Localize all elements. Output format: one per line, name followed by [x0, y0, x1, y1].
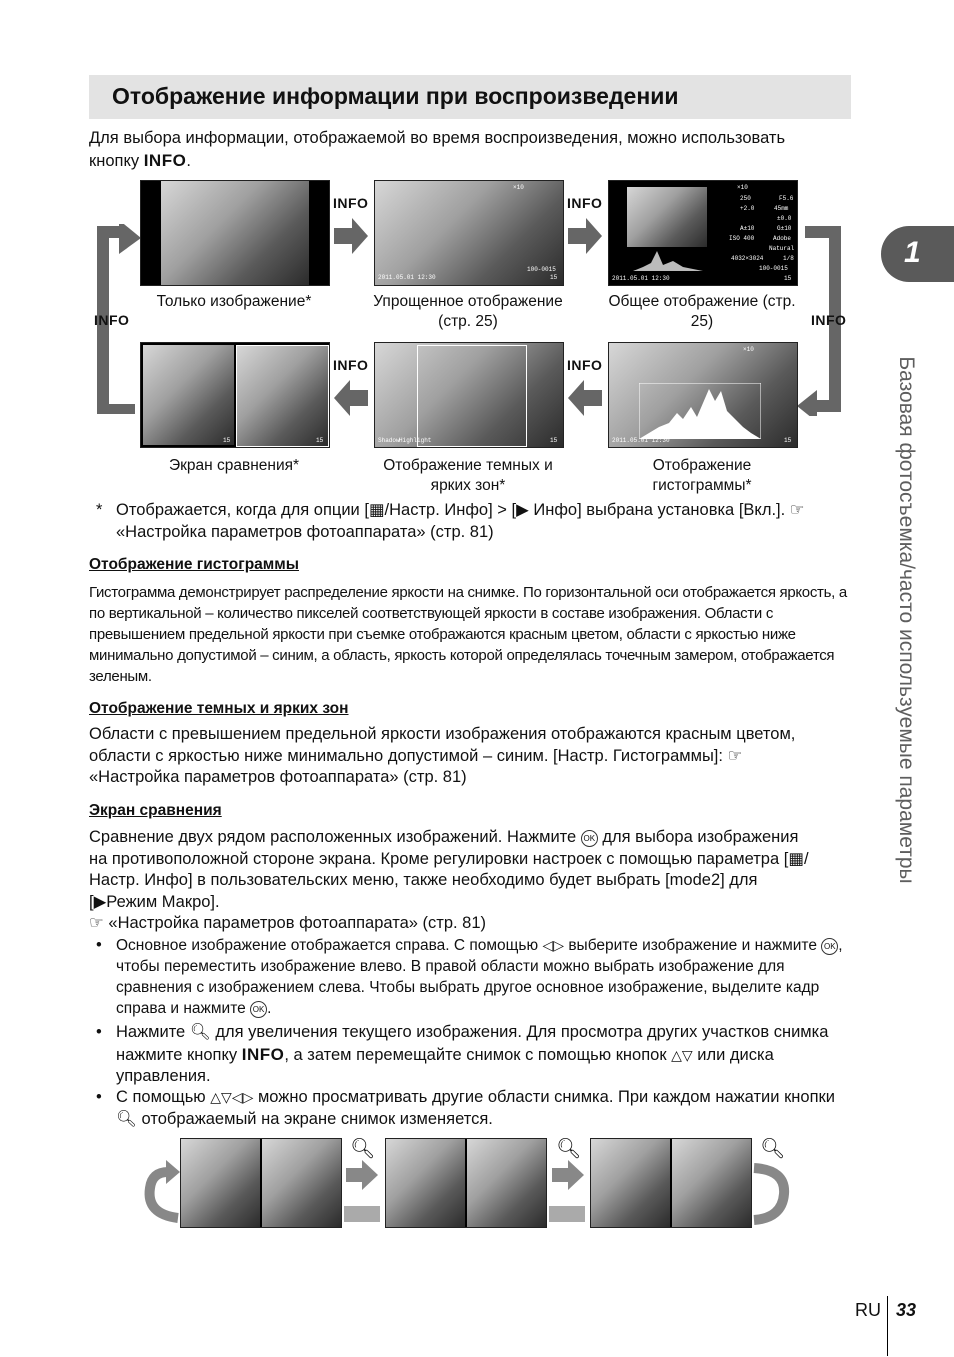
ok-button-icon: OK	[581, 830, 598, 847]
footnote: Отображается, когда для опции [▦/Настр. Инфо] > [▶ Инфо] выбрана установка [Вкл.]. ☞ «Настройка параметров фотоаппарата» (стр. 81)	[116, 501, 805, 541]
connector-bar	[344, 1206, 380, 1222]
footnote-star: *	[96, 501, 103, 519]
screen-shadow-highlight: Shadow Highlight 15	[374, 342, 564, 448]
zoom-icon: 🔍︎	[189, 1023, 211, 1041]
bullet: •	[96, 936, 102, 954]
intro-text: Для выбора информации, отображаемой во время воспроизведения, можно использовать кнопку	[89, 129, 786, 170]
connector-bar	[549, 1206, 585, 1222]
bullet-3: С помощью △▽◁▷ можно просматривать другие области снимка. При каждом нажатии кнопки 🔍︎ отображаемый на экране снимок изменяется.	[116, 1088, 835, 1128]
zoom-icon: 🔍︎	[760, 1138, 786, 1160]
zoom-step-3	[590, 1138, 752, 1228]
footer-divider	[887, 1296, 888, 1356]
play-icon: ▶	[93, 892, 107, 911]
screen-simplified: 2011.05.01 12:30 15 100-0015 ×10	[374, 180, 564, 286]
zones-text: Области с превышением предельной яркости изображения отображаются красным цветом, области с яркостью ниже минимально допустимой – синим. [Настр. Гистограммы]: ☞ «Настройка параметров фотоаппарата» (стр. 81)	[89, 725, 796, 786]
caption-simplified: Упрощенное отображение (стр. 25)	[373, 293, 563, 330]
page-number: 33	[896, 1300, 917, 1320]
bullet: •	[96, 1023, 102, 1041]
zoom-step-1	[180, 1138, 342, 1228]
arrow-right-icon	[334, 216, 370, 256]
info-label: INFO	[567, 195, 603, 211]
bullet-1: Основное изображение отображается справа. С помощью ◁▷ выберите изображение и нажмите OK , чтобы переместить изображение влево. В правой области можно выбрать изображение для сравнения с изображением слева. Чтобы выбрать другое основное изображение, выделите кадр справа и нажмите OK .	[116, 937, 843, 1017]
arrow-left-icon	[334, 378, 370, 418]
histogram-graph	[639, 383, 761, 439]
bullet-2: Нажмите 🔍︎ для увеличения текущего изображения. Для просмотра других участков снимка нажмите кнопку INFO, а затем перемещайте снимок с помощью кнопок △▽ или диска управления.	[116, 1023, 829, 1085]
zoom-step-2	[385, 1138, 547, 1228]
info-button-label: INFO	[241, 1044, 285, 1064]
play-icon: ▶	[516, 501, 529, 519]
info-label: INFO	[333, 195, 369, 211]
info-label: INFO	[333, 357, 369, 373]
zoom-icon: 🔍︎	[556, 1138, 582, 1160]
left-right-arrows-icon: ◁▷	[542, 937, 564, 953]
heading-zones: Отображение темных и ярких зон	[89, 700, 349, 717]
info-label-right: INFO	[811, 312, 847, 328]
four-way-arrows-icon: △▽◁▷	[210, 1089, 254, 1105]
screen-comparison: 15 15	[140, 342, 330, 448]
zoom-icon: 🔍︎	[350, 1138, 376, 1160]
screen-only-image	[140, 180, 330, 286]
arrow-right-icon	[346, 1158, 380, 1192]
loop-curve-right	[752, 1160, 794, 1228]
arrow-right-icon	[552, 1158, 586, 1192]
heading-histogram: Отображение гистограммы	[89, 556, 299, 573]
arrow-right-icon	[568, 216, 604, 256]
ok-button-icon: OK	[250, 1001, 267, 1018]
screen-general: ×10 250 F5.6 +2.0 45mm ±0.0 A±10 G±10 ISO 400 Adobe Natural 4032×3024 1/8 100-0015 2011.05.01 12:30 15	[608, 180, 798, 286]
caption-general: Общее отображение (стр. 25)	[608, 293, 796, 330]
histogram-text: Гистограмма демонстрирует распределение яркости на снимке. По горизонтальной оси отображается яркость, а по вертикальной – количество пикселей соответствующей яркости в составе изображения. Области с превышением предельной яркости при съемке отображаются красным цветом, области с яркостью ниже минимально допустимой – синим, а область, яркость которой определялась точечным замером, отображается зеленым.	[89, 584, 847, 685]
grid-icon: ▦	[788, 849, 804, 868]
side-chapter-title: Базовая фотосъемка/часто используемые параметры	[895, 356, 918, 884]
mini-histogram	[633, 243, 703, 271]
bullet: •	[96, 1088, 102, 1106]
intro-paragraph: Для выбора информации, отображаемой во время воспроизведения, можно использовать кнопку INFO.	[89, 129, 786, 170]
caption-comparison: Экран сравнения*	[168, 457, 300, 474]
ok-button-icon: OK	[821, 938, 838, 955]
reference-icon: ☞	[789, 501, 805, 519]
caption-only-image: Только изображение*	[156, 293, 312, 310]
chapter-number: 1	[904, 236, 921, 269]
info-label-left: INFO	[94, 312, 130, 328]
arrow-left-icon	[568, 378, 604, 418]
caption-shadow-highlight: Отображение темных и ярких зон*	[383, 457, 553, 494]
up-down-arrows-icon: △▽	[671, 1046, 693, 1063]
footer-lang: RU	[855, 1300, 881, 1320]
reference-icon: ☞	[727, 746, 743, 765]
grid-icon: ▦	[368, 501, 385, 519]
loop-curve-left	[140, 1158, 180, 1226]
page-title: Отображение информации при воспроизведении	[112, 83, 679, 109]
zoom-icon: 🔍︎	[116, 1109, 137, 1128]
heading-compare: Экран сравнения	[89, 802, 222, 819]
info-label: INFO	[567, 357, 603, 373]
info-button-label: INFO	[143, 150, 187, 170]
compare-paragraph: Сравнение двух рядом расположенных изображений. Нажмите OK для выбора изображения на противоположной стороне экрана. Кроме регулировки настроек с помощью параметра [▦/Настр. Инфо] в пользовательских меню, также необходимо будет выбрать [mode2] для [▶Режим Макро]. ☞ «Настройка параметров фотоаппарата» (стр. 81)	[89, 828, 809, 932]
caption-histogram: Отображение гистограммы*	[652, 457, 752, 494]
screen-histogram: ×10 2011.05.01 12:30 15	[608, 342, 798, 448]
reference-icon: ☞	[89, 914, 104, 932]
